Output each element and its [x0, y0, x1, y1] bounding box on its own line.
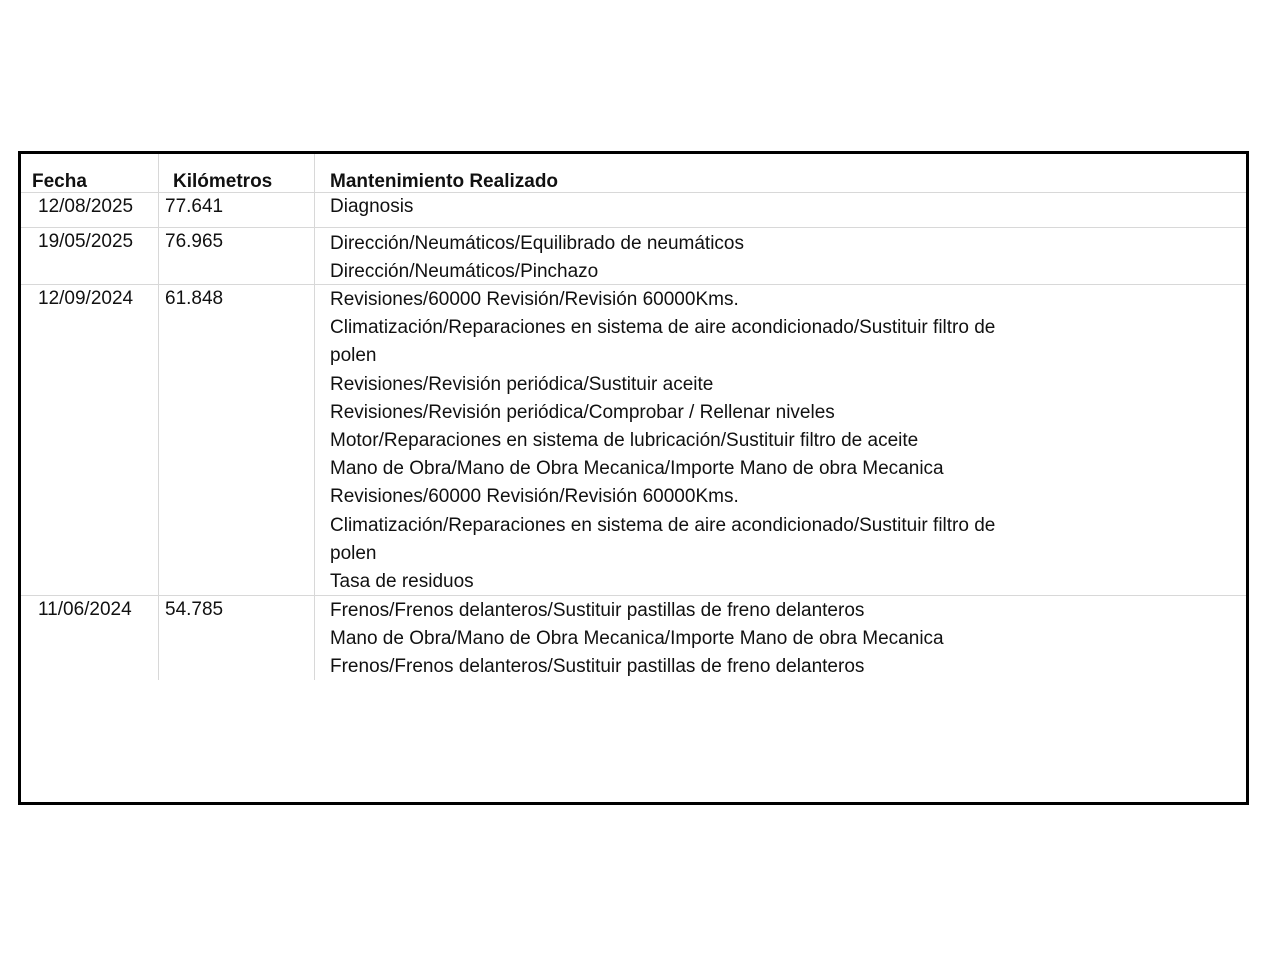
maintenance-item: polen — [330, 345, 377, 367]
maintenance-item: Frenos/Frenos delanteros/Sustituir pastillas de freno delanteros — [330, 656, 865, 678]
maintenance-item: Mano de Obra/Mano de Obra Mecanica/Importe Mano de obra Mecanica — [330, 458, 944, 480]
row-date: 12/09/2024 — [38, 288, 134, 309]
row-km: 54.785 — [165, 599, 224, 620]
row-maintenance-list — [330, 597, 1090, 682]
maintenance-item: Diagnosis — [330, 196, 414, 217]
row-maintenance-list — [330, 230, 1090, 286]
maintenance-item: Motor/Reparaciones en sistema de lubricación/Sustituir filtro de aceite — [330, 430, 919, 452]
maintenance-item: Climatización/Reparaciones en sistema de aire acondicionado/Sustituir filtro de — [330, 317, 996, 339]
maintenance-item: Dirección/Neumáticos/Equilibrado de neumáticos — [330, 233, 744, 254]
maintenance-item: Dirección/Neumáticos/Pinchazo — [330, 261, 599, 283]
header-km: Kilómetros — [173, 171, 273, 192]
maintenance-item: Revisiones/60000 Revisión/Revisión 60000Kms. — [330, 486, 739, 508]
maintenance-item: Revisiones/Revisión periódica/Comprobar / Rellenar niveles — [330, 401, 835, 423]
maintenance-item: Frenos/Frenos delanteros/Sustituir pastillas de freno delanteros — [330, 600, 865, 621]
maintenance-item: Climatización/Reparaciones en sistema de aire acondicionado/Sustituir filtro de — [330, 514, 996, 536]
row-date: 11/06/2024 — [38, 599, 132, 620]
row-maintenance-list — [330, 193, 1090, 221]
maintenance-item: Revisiones/Revisión periódica/Sustituir aceite — [330, 373, 714, 395]
maintenance-item: Tasa de residuos — [330, 571, 474, 593]
header-date: Fecha — [32, 171, 87, 192]
row-km: 76.965 — [165, 231, 224, 252]
row-km: 61.848 — [165, 288, 224, 309]
row-date: 19/05/2025 — [38, 231, 134, 252]
header-maintenance: Mantenimiento Realizado — [330, 171, 559, 192]
column-divider — [314, 154, 315, 680]
maintenance-table — [18, 151, 1249, 805]
maintenance-item: Mano de Obra/Mano de Obra Mecanica/Importe Mano de obra Mecanica — [330, 628, 944, 650]
maintenance-item: polen — [330, 542, 377, 564]
maintenance-item: Revisiones/60000 Revisión/Revisión 60000Kms. — [330, 289, 739, 310]
row-maintenance-list — [330, 286, 1090, 596]
row-km: 77.641 — [165, 196, 224, 217]
row-date: 12/08/2025 — [38, 196, 134, 217]
column-divider — [158, 154, 159, 680]
